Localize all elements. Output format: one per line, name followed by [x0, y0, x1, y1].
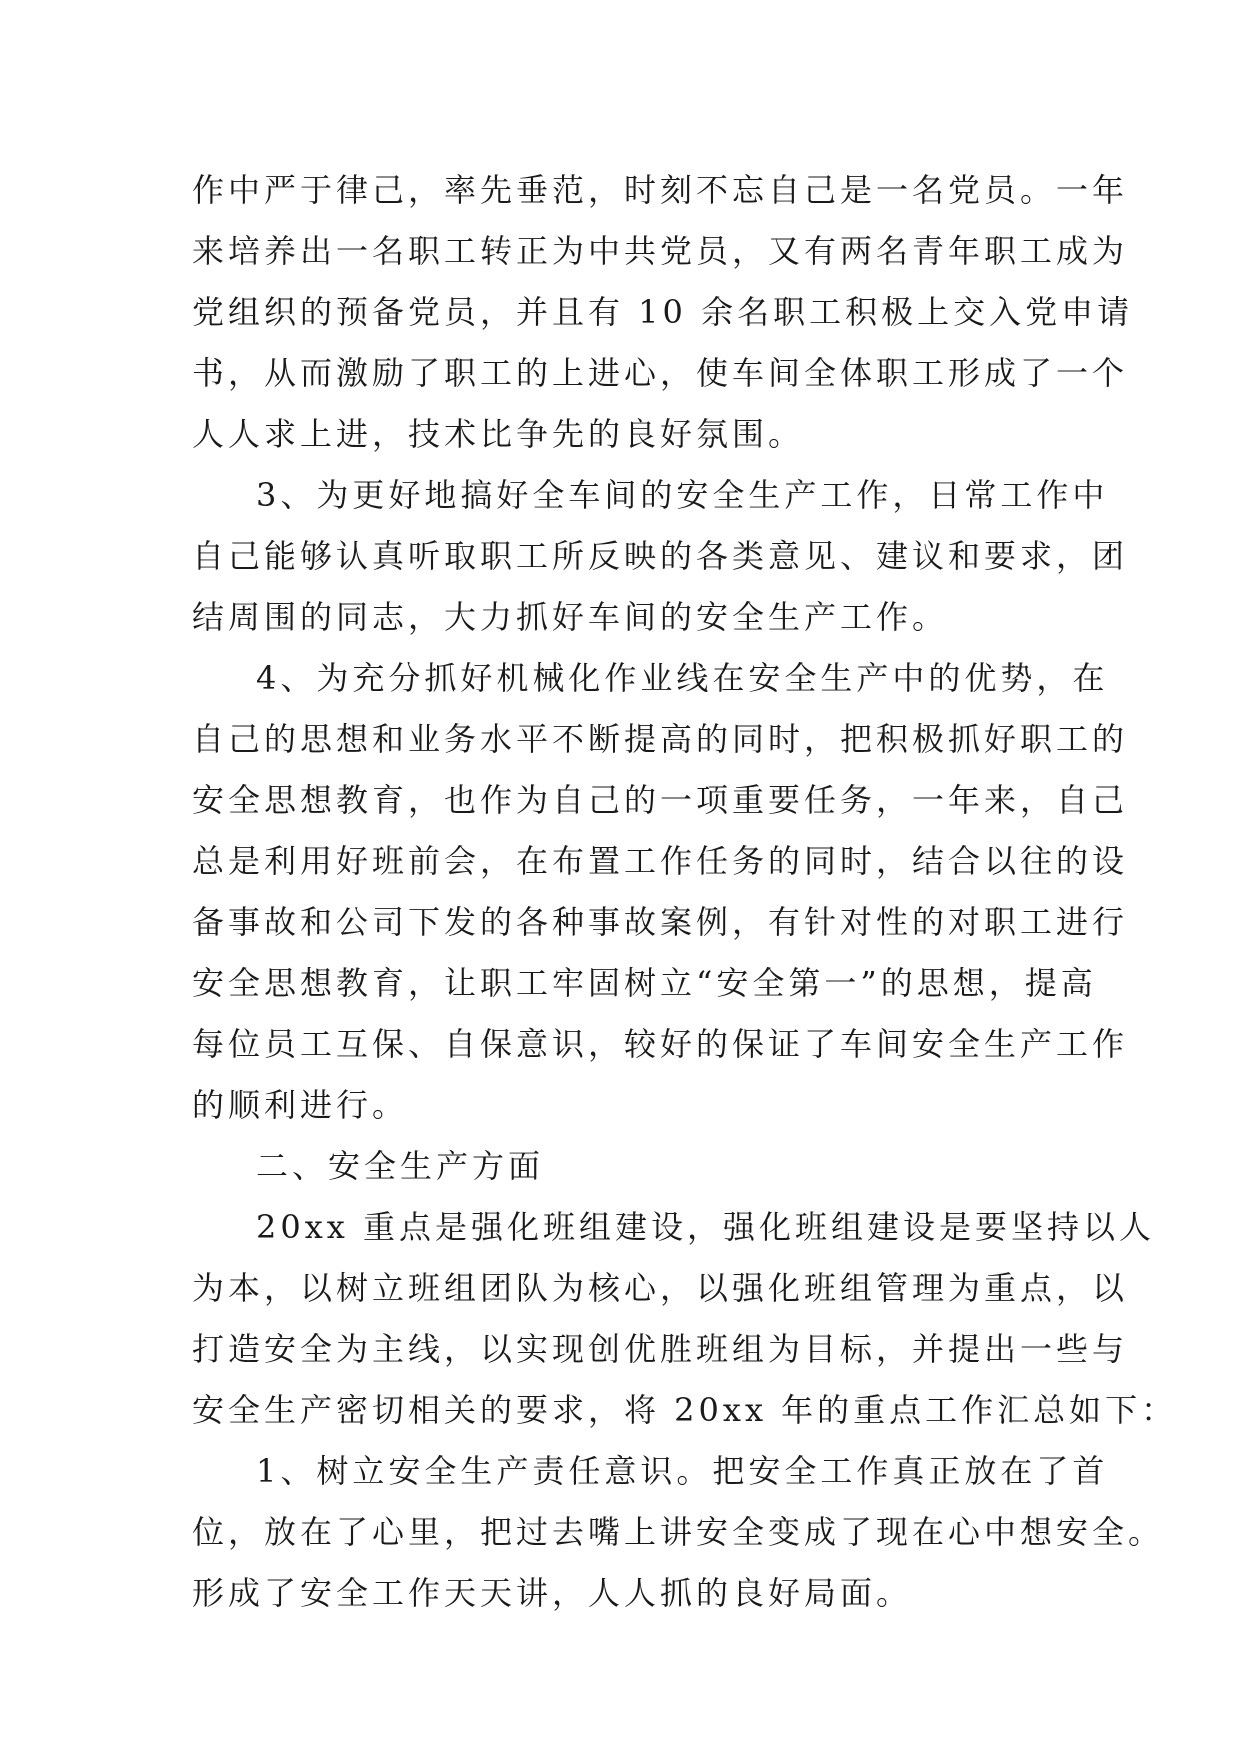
section-heading: 二、安全生产方面: [256, 1147, 545, 1185]
text-line: 安全思想教育，让职工牢固树立“安全第一”的思想，提高: [192, 964, 1097, 1002]
text-line: 每位员工互保、自保意识，较好的保证了车间安全生产工作: [192, 1025, 1129, 1063]
text-line: 结周围的同志，大力抓好车间的安全生产工作。: [192, 598, 949, 636]
paragraph-start-line: 20xx 重点是强化班组建设，强化班组建设是要坚持以人: [256, 1208, 1155, 1246]
text-line: 党组织的预备党员，并且有 10 余名职工积极上交入党申请: [192, 293, 1134, 331]
text-line: 的顺利进行。: [192, 1086, 409, 1124]
paragraph-start-line: 4、为充分抓好机械化作业线在安全生产中的优势，在: [256, 659, 1109, 697]
text-line: 备事故和公司下发的各种事故案例，有针对性的对职工进行: [192, 903, 1129, 941]
text-line: 打造安全为主线，以实现创优胜班组为目标，并提出一些与: [192, 1330, 1129, 1368]
text-line: 安全生产密切相关的要求，将 20xx 年的重点工作汇总如下：: [192, 1391, 1178, 1429]
text-line: 总是利用好班前会，在布置工作任务的同时，结合以往的设: [192, 842, 1129, 880]
text-line: 作中严于律己，率先垂范，时刻不忘自己是一名党员。一年: [192, 171, 1129, 209]
paragraph-start-line: 3、为更好地搞好全车间的安全生产工作，日常工作中: [256, 476, 1109, 514]
text-line: 位，放在了心里，把过去嘴上讲安全变成了现在心中想安全。: [192, 1513, 1165, 1551]
document-body: [192, 160, 1178, 1624]
text-line: 形成了安全工作天天讲，人人抓的良好局面。: [192, 1574, 913, 1612]
text-line: 书，从而激励了职工的上进心，使车间全体职工形成了一个: [192, 354, 1129, 392]
text-line: 为本，以树立班组团队为核心，以强化班组管理为重点，以: [192, 1269, 1129, 1307]
text-line: 自己能够认真听取职工所反映的各类意见、建议和要求，团: [192, 537, 1129, 575]
text-line: 安全思想教育，也作为自己的一项重要任务，一年来，自己: [192, 781, 1129, 819]
paragraph-start-line: 1、树立安全生产责任意识。把安全工作真正放在了首: [256, 1452, 1109, 1490]
text-line: 自己的思想和业务水平不断提高的同时，把积极抓好职工的: [192, 720, 1129, 758]
text-line: 人人求上进，技术比争先的良好氛围。: [192, 415, 805, 453]
text-line: 来培养出一名职工转正为中共党员，又有两名青年职工成为: [192, 232, 1129, 270]
